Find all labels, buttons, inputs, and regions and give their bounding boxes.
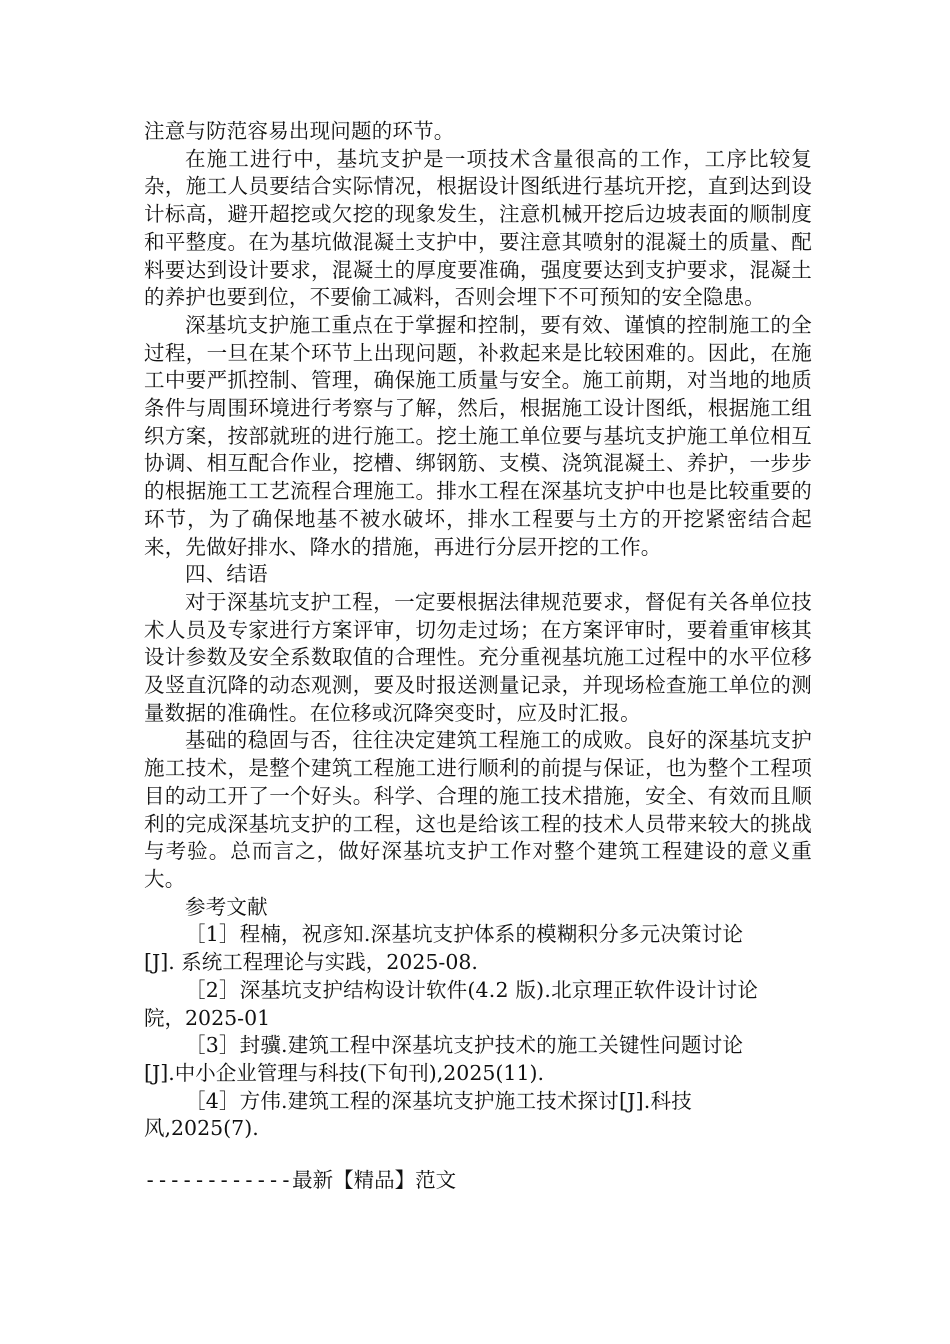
reference-line: [J].中小企业管理与科技(下旬刊),2025(11). [144, 1060, 545, 1085]
footer-dashes: ------------ [144, 1168, 293, 1192]
reference-item [144, 921, 812, 976]
reference-line: ［2］深基坑支护结构设计软件(4.2 版).北京理正软件设计讨论 [185, 977, 759, 1002]
reference-item [144, 1032, 812, 1087]
reference-line: 院，2025-01 [144, 1005, 271, 1030]
paragraph-summary: 基础的稳固与否，往往决定建筑工程施工的成败。良好的深基坑支护施工技术，是整个建筑工程施工进行顺利的前提与保证，也为整个工程项目的动工开了一个好头。科学、合理的施工技术措施，安全、有效而且顺利的完成深基坑支护的工程，这也是给该工程的技术人员带来较大的挑战与考验。总而言之，做好深基坑支护工作对整个建筑工程建设的意义重大。 [144, 728, 812, 891]
paragraph-construction: 在施工进行中，基坑支护是一项技术含量很高的工作，工序比较复杂，施工人员要结合实际情况，根据设计图纸进行基坑开挖，直到达到设计标高，避开超挖或欠挖的现象发生，注意机械开挖后边坡表面的顺制度和平整度。在为基坑做混凝土支护中，要注意其喷射的混凝土的质量、配料要达到设计要求，混凝土的厚度要准确，强度要达到支护要求，混凝土的养护也要到位，不要偷工减料，否则会埋下不可预知的安全隐患。 [144, 146, 812, 310]
reference-list [144, 921, 812, 1143]
reference-line: ［1］程楠，祝彦知.深基坑支护体系的模糊积分多元决策讨论 [185, 922, 744, 947]
document-body [144, 118, 812, 1143]
reference-line: 风,2025(7). [144, 1116, 259, 1141]
section-heading-conclusion: 四、结语 [185, 562, 268, 587]
reference-item [144, 977, 812, 1032]
page-footer [144, 1166, 456, 1194]
reference-line: [J]. 系统工程理论与实践，2025-08. [144, 950, 478, 975]
reference-line: ［4］方伟.建筑工程的深基坑支护施工技术探讨[J].科技 [185, 1088, 692, 1113]
paragraph-review: 对于深基坑支护工程，一定要根据法律规范要求，督促有关各单位技术人员及专家进行方案评审，切勿走过场；在方案评审时，要着重审核其设计参数及安全系数取值的合理性。充分重视基坑施工过程中的水平位移及竖直沉降的动态观测，要及时报送测量记录，并现场检查施工单位的测量数据的准确性。在位移或沉降突变时，应及时汇报。 [144, 589, 812, 725]
footer-text: 最新【精品】范文 [292, 1168, 457, 1192]
paragraph-control: 深基坑支护施工重点在于掌握和控制，要有效、谨慎的控制施工的全过程，一旦在某个环节上出现问题，补救起来是比较困难的。因此，在施工中要严抓控制、管理，确保施工质量与安全。施工前期，对当地的地质条件与周围环境进行考察与了解，然后，根据施工设计图纸，根据施工组织方案，按部就班的进行施工。挖土施工单位要与基坑支护施工单位相互协调、相互配合作业，挖槽、绑钢筋、支模、浇筑混凝土、养护，一步步的根据施工工艺流程合理施工。排水工程在深基坑支护中也是比较重要的环节，为了确保地基不被水破坏，排水工程要与土方的开挖紧密结合起来，先做好排水、降水的措施，再进行分层开挖的工作。 [144, 312, 812, 559]
reference-line: ［3］封骥.建筑工程中深基坑支护技术的施工关键性问题讨论 [185, 1033, 744, 1058]
paragraph-continuation: 注意与防范容易出现问题的环节。 [144, 119, 455, 143]
references-heading: 参考文献 [185, 894, 268, 919]
reference-item [144, 1088, 812, 1143]
